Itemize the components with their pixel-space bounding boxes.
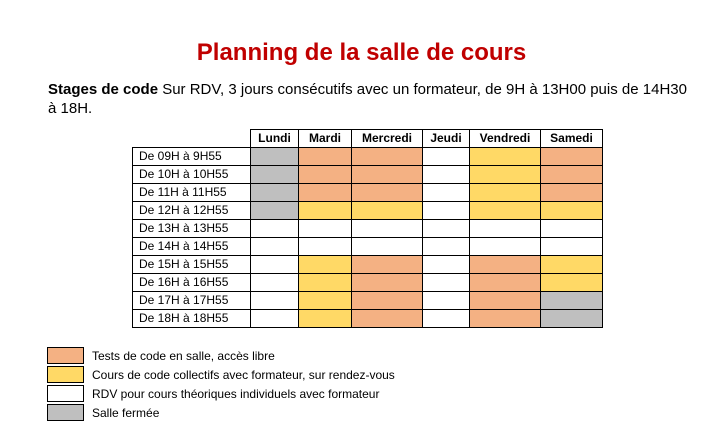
day-header-lundi: Lundi: [251, 130, 299, 148]
schedule-cell-mardi: [299, 256, 352, 274]
legend-item: [47, 384, 395, 403]
schedule-cell-lundi: [251, 220, 299, 238]
schedule-cell-samedi: [541, 310, 603, 328]
legend-swatch: [47, 404, 84, 421]
schedule-cell-mercredi: [352, 220, 423, 238]
schedule-cell-vendredi: [470, 274, 541, 292]
schedule-row: [133, 148, 603, 166]
schedule-row: [133, 238, 603, 256]
schedule-cell-mercredi: [352, 148, 423, 166]
schedule-cell-mardi: [299, 238, 352, 256]
schedule-cell-jeudi: [423, 202, 470, 220]
legend-label: Tests de code en salle, accès libre: [92, 348, 275, 363]
schedule-row: [133, 184, 603, 202]
schedule-row: [133, 202, 603, 220]
day-header-vendredi: Vendredi: [470, 130, 541, 148]
schedule-cell-samedi: [541, 238, 603, 256]
schedule-cell-mardi: [299, 202, 352, 220]
time-slot-label: De 14H à 14H55: [133, 238, 251, 256]
schedule-cell-vendredi: [470, 256, 541, 274]
intro-lead: Stages de code: [48, 81, 159, 98]
time-slot-label: De 12H à 12H55: [133, 202, 251, 220]
legend: [47, 346, 395, 422]
schedule-cell-mardi: [299, 220, 352, 238]
schedule-cell-lundi: [251, 148, 299, 166]
schedule-cell-vendredi: [470, 148, 541, 166]
schedule-cell-lundi: [251, 166, 299, 184]
schedule-cell-vendredi: [470, 238, 541, 256]
schedule-cell-vendredi: [470, 310, 541, 328]
legend-swatch: [47, 385, 84, 402]
schedule-cell-jeudi: [423, 148, 470, 166]
schedule-cell-samedi: [541, 292, 603, 310]
time-slot-label: De 10H à 10H55: [133, 166, 251, 184]
schedule-cell-vendredi: [470, 202, 541, 220]
schedule-cell-mardi: [299, 184, 352, 202]
schedule-row: [133, 166, 603, 184]
time-slot-label: De 17H à 17H55: [133, 292, 251, 310]
schedule-cell-samedi: [541, 220, 603, 238]
schedule-cell-lundi: [251, 292, 299, 310]
schedule-cell-samedi: [541, 148, 603, 166]
schedule-cell-mercredi: [352, 256, 423, 274]
schedule-cell-vendredi: [470, 166, 541, 184]
schedule-cell-jeudi: [423, 274, 470, 292]
schedule-cell-lundi: [251, 238, 299, 256]
schedule-cell-jeudi: [423, 310, 470, 328]
schedule-cell-jeudi: [423, 256, 470, 274]
schedule-cell-vendredi: [470, 220, 541, 238]
schedule-row: [133, 220, 603, 238]
schedule-cell-mardi: [299, 310, 352, 328]
schedule-cell-jeudi: [423, 184, 470, 202]
intro-text: Sur RDV, 3 jours consécutifs avec un formateur, de 9H à 13H00 puis de 14H30 à 18H.: [48, 81, 687, 117]
schedule-cell-vendredi: [470, 292, 541, 310]
page-title: Planning de la salle de cours: [196, 39, 527, 66]
schedule-cell-samedi: [541, 256, 603, 274]
time-slot-label: De 11H à 11H55: [133, 184, 251, 202]
schedule-cell-lundi: [251, 310, 299, 328]
intro-paragraph: [48, 80, 688, 118]
schedule-cell-samedi: [541, 166, 603, 184]
time-slot-label: De 09H à 9H55: [133, 148, 251, 166]
schedule-cell-vendredi: [470, 184, 541, 202]
schedule-cell-mercredi: [352, 292, 423, 310]
schedule-row: [133, 274, 603, 292]
legend-label: Salle fermée: [92, 405, 160, 420]
time-slot-label: De 16H à 16H55: [133, 274, 251, 292]
schedule-cell-mardi: [299, 166, 352, 184]
schedule-cell-lundi: [251, 202, 299, 220]
schedule-cell-lundi: [251, 274, 299, 292]
schedule-cell-lundi: [251, 184, 299, 202]
schedule-cell-mercredi: [352, 166, 423, 184]
schedule-cell-mercredi: [352, 238, 423, 256]
legend-item: [47, 403, 395, 422]
day-header-mardi: Mardi: [299, 130, 352, 148]
legend-label: Cours de code collectifs avec formateur, sur rendez-vous: [92, 367, 395, 382]
time-slot-label: De 13H à 13H55: [133, 220, 251, 238]
legend-swatch: [47, 366, 84, 383]
schedule-row: [133, 292, 603, 310]
time-slot-label: De 15H à 15H55: [133, 256, 251, 274]
schedule-cell-samedi: [541, 274, 603, 292]
schedule-cell-mardi: [299, 148, 352, 166]
schedule-cell-jeudi: [423, 166, 470, 184]
schedule-row: [133, 310, 603, 328]
legend-label: RDV pour cours théoriques individuels avec formateur: [92, 386, 380, 401]
schedule-cell-jeudi: [423, 238, 470, 256]
schedule-cell-mercredi: [352, 310, 423, 328]
schedule-row: [133, 256, 603, 274]
schedule-table: [132, 129, 603, 328]
schedule-cell-samedi: [541, 202, 603, 220]
schedule-cell-mardi: [299, 274, 352, 292]
legend-item: [47, 365, 395, 384]
day-header-samedi: Samedi: [541, 130, 603, 148]
schedule-cell-jeudi: [423, 292, 470, 310]
schedule-cell-mercredi: [352, 202, 423, 220]
schedule-cell-mercredi: [352, 274, 423, 292]
header-corner: [133, 130, 251, 148]
schedule-cell-mardi: [299, 292, 352, 310]
schedule-cell-samedi: [541, 184, 603, 202]
schedule-cell-jeudi: [423, 220, 470, 238]
schedule-header-row: [133, 130, 603, 148]
schedule-cell-lundi: [251, 256, 299, 274]
schedule-cell-mercredi: [352, 184, 423, 202]
day-header-jeudi: Jeudi: [423, 130, 470, 148]
schedule-body: [133, 148, 603, 328]
day-header-mercredi: Mercredi: [352, 130, 423, 148]
legend-item: [47, 346, 395, 365]
time-slot-label: De 18H à 18H55: [133, 310, 251, 328]
legend-swatch: [47, 347, 84, 364]
